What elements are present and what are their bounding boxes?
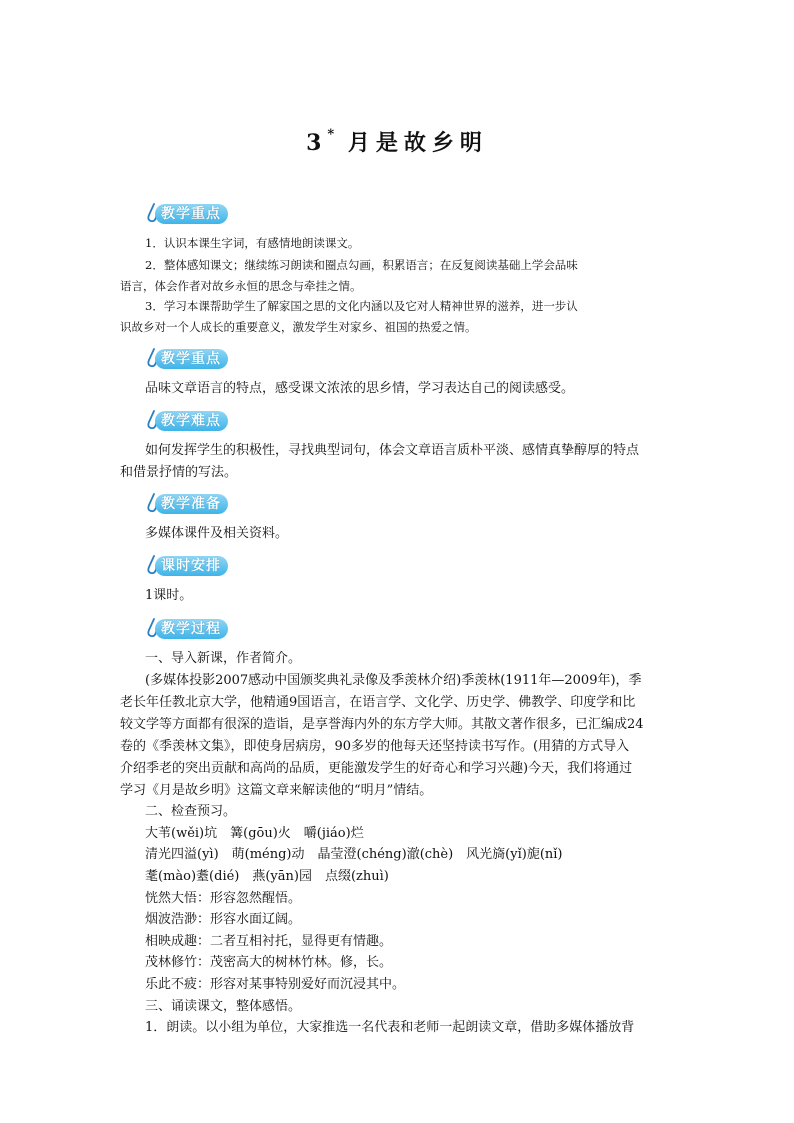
process-line: 老长年任教北京大学，他精通9国语言，在语言学、文化学、历史学、佛教学、印度学和比 (120, 695, 636, 710)
process-line: 一、导入新课，作者简介。 (145, 651, 302, 666)
optional-mark: * (327, 126, 335, 142)
lesson-title: 月是故乡明 (347, 130, 488, 156)
difficulty-line: 和借景抒情的写法。 (120, 465, 238, 480)
objective-line: 3．学习本课帮助学生了解家国之思的文化内涵以及它对人精神世界的滋养，进一步认 (145, 299, 578, 313)
objective-line: 1．认识本课生字词，有感情地朗读课文。 (145, 236, 360, 250)
badge-label: 教学难点 (155, 411, 228, 431)
process-line: 二、检查预习。 (145, 804, 237, 819)
process-line: 卷的《季羡林文集》，即使身居病房，90多岁的他每天还坚持读书写作。(用猜的方式导入 (120, 739, 630, 754)
lesson-number: 3 (306, 130, 328, 156)
badge-label: 课时安排 (155, 556, 228, 576)
process-line: 1．朗读。以小组为单位，大家推选一名代表和老师一起朗读文章，借助多媒体播放背 (145, 1020, 635, 1035)
process-line: 烟波浩渺：形容水面辽阔。 (145, 912, 302, 927)
process-line: 乐此不疲：形容对某事特别爱好而沉浸其中。 (145, 977, 406, 992)
process-line: 清光四溢(yì) 萌(méng)动 晶莹澄(chéng)澈(chè) 风光旖(yǐ)旎(nǐ) (145, 847, 563, 862)
process-line: 三、诵读课文，整体感悟。 (145, 999, 302, 1014)
badge-label: 教学重点 (155, 349, 228, 369)
objective-line: 语言，体会作者对故乡永恒的思念与牵挂之情。 (120, 279, 362, 293)
focus-text: 品味文章语言的特点，感受课文浓浓的思乡情，学习表达自己的阅读感受。 (145, 381, 575, 396)
process-line: 介绍季老的突出贡献和高尚的品质，更能激发学生的好奇心和学习兴趣)今天，我们将通过 (120, 761, 633, 776)
badge-label: 教学过程 (155, 619, 228, 639)
difficulty-line: 如何发挥学生的积极性，寻找典型词句，体会文章语言质朴平淡、感情真挚醇厚的特点 (145, 443, 640, 458)
process-line: 学习《月是故乡明》这篇文章来解读他的“明月”情结。 (120, 783, 433, 798)
objective-line: 2．整体感知课文；继续练习朗读和圈点勾画，积累语言；在反复阅读基础上学会品味 (145, 258, 578, 272)
page-title (0, 126, 794, 157)
badge-label: 教学准备 (155, 494, 228, 514)
process-line: 茂林修竹：茂密高大的树林竹林。修，长。 (145, 955, 393, 970)
process-line: 大苇(wěi)坑 篝(gōu)火 嚼(jiáo)烂 (145, 826, 364, 841)
badge-label: 教学重点 (155, 204, 228, 224)
process-line: 耄(mào)耋(dié) 燕(yān)园 点缀(zhuì) (145, 869, 389, 884)
objective-line: 识故乡对一个人成长的重要意义，激发学生对家乡、祖国的热爱之情。 (120, 320, 477, 334)
preparation-text: 多媒体课件及相关资料。 (145, 526, 289, 541)
process-line: 较文学等方面都有很深的造诣，是享誉海内外的东方学大师。其散文著作很多，已汇编成24 (120, 717, 644, 732)
schedule-text: 1课时。 (145, 588, 193, 603)
process-line: 相映成趣：二者互相衬托，显得更有情趣。 (145, 934, 393, 949)
process-line: (多媒体投影2007感动中国颁奖典礼录像及季羡林介绍)季羡林(1911年—2009年)，季 (145, 673, 642, 688)
process-line: 恍然大悟：形容忽然醒悟。 (145, 891, 302, 906)
